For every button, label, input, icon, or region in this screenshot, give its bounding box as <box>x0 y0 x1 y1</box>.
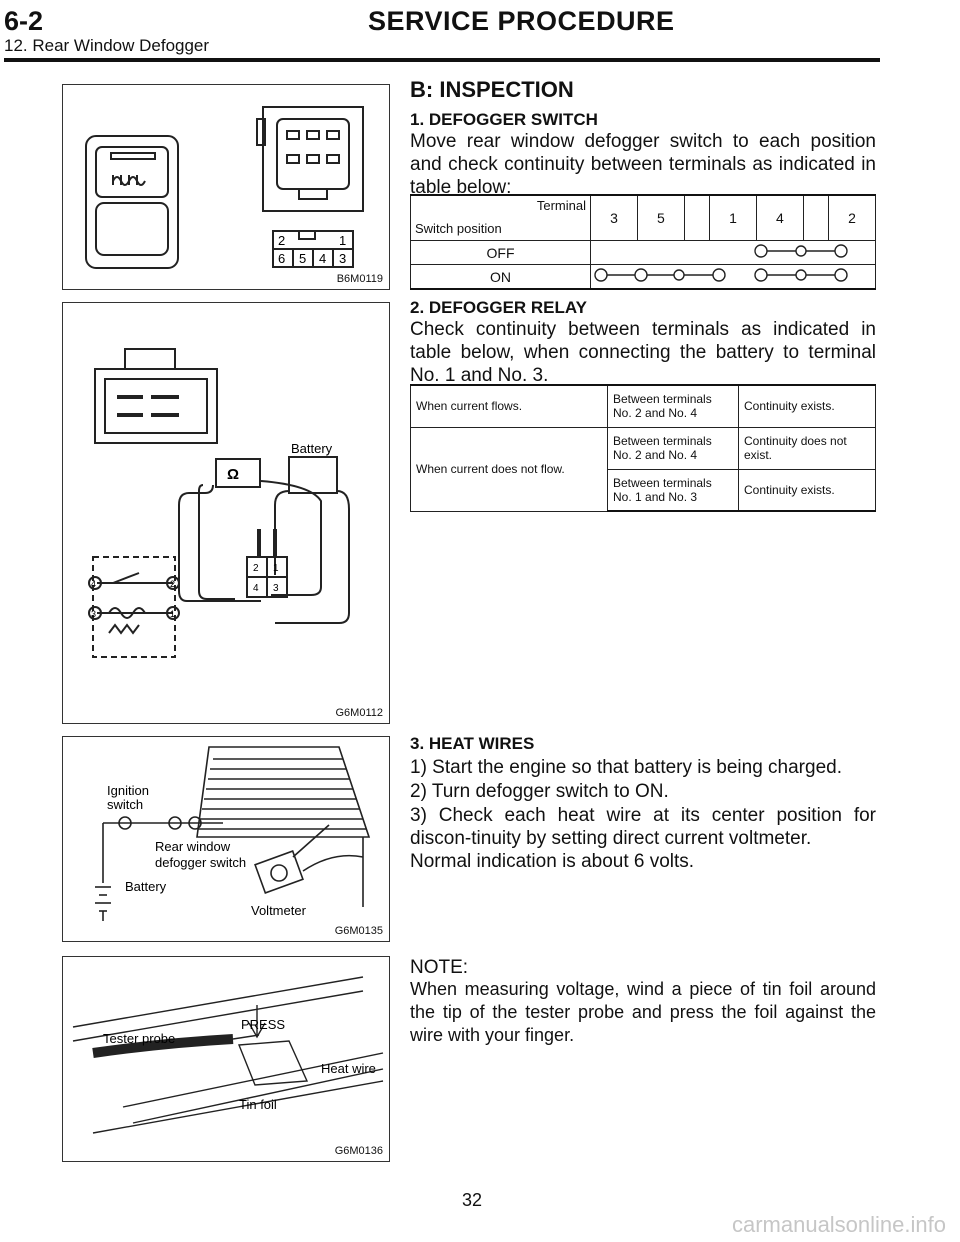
connector-term-4: 4 <box>253 583 259 594</box>
table-row <box>411 427 876 469</box>
header-rule <box>4 58 880 62</box>
battery-label: Battery <box>125 879 167 894</box>
ignition-switch-label: switch <box>107 797 144 812</box>
figure-tin-foil-probe <box>62 956 390 1162</box>
table-row-on <box>411 265 876 290</box>
relay-instructions: Check continuity between terminals as indicated in table below, when connecting the battery to terminal No. 1 and No. 3. <box>410 319 876 386</box>
figure-label: B6M0119 <box>336 273 383 285</box>
connector-terminal-6: 6 <box>278 251 286 266</box>
heat-step-2: 2) Turn defogger switch to ON. <box>410 781 669 802</box>
section-title: SERVICE PROCEDURE <box>368 6 675 36</box>
press-label: PRESS <box>241 1017 286 1032</box>
figure-switch-connector <box>62 84 390 290</box>
note-label: NOTE: <box>410 957 469 978</box>
relay-terminal-1: 1 <box>170 609 176 619</box>
heat-wire-check-drawing <box>63 737 389 941</box>
tin-foil-probe-drawing <box>63 957 389 1161</box>
relay-terminal-2: 2 <box>170 579 176 589</box>
terminal-col <box>803 195 828 241</box>
figure-label: G6M0112 <box>335 707 383 719</box>
relay-terminal-3: 3 <box>91 609 97 619</box>
rear-window-label: Rear window <box>155 839 231 854</box>
relay-terminal-4: 4 <box>91 579 97 589</box>
page-number: 32 <box>462 1190 483 1210</box>
terminal-col <box>684 195 709 241</box>
terminal-col: 3 <box>591 195 638 241</box>
tester-probe-label: Tester probe <box>103 1031 176 1046</box>
relay-condition: When current does not flow. <box>411 427 608 511</box>
battery-label: Battery <box>291 441 333 456</box>
connector-terminal-5: 5 <box>299 251 307 266</box>
connector-terminal-1: 1 <box>339 233 347 248</box>
relay-continuity-table <box>410 384 876 512</box>
heat-normal-indication: Normal indication is about 6 volts. <box>410 851 695 872</box>
figure-label: G6M0136 <box>334 1145 383 1157</box>
voltmeter-label: Voltmeter <box>251 903 306 918</box>
relay-result: Continuity exists. <box>739 385 876 427</box>
terminal-header: Terminal <box>536 198 586 213</box>
header-diagonal-cell <box>411 195 591 241</box>
connector-terminal-3: 3 <box>339 251 347 266</box>
connector-term-2: 2 <box>253 563 259 574</box>
position-off: OFF <box>411 241 591 265</box>
figure-label: G6M0135 <box>334 925 383 937</box>
table-row <box>411 385 876 427</box>
continuity-off <box>591 241 876 265</box>
heat-step-3: 3) Check each heat wire at its center position for discon-tinuity by setting direct current voltmeter. <box>410 805 876 849</box>
figure-relay-test <box>62 302 390 724</box>
relay-terminals: Between terminals No. 1 and No. 3 <box>608 469 739 511</box>
relay-terminals: Between terminals No. 2 and No. 4 <box>608 427 739 469</box>
defogger-switch-label: defogger switch <box>155 855 247 870</box>
terminal-col: 5 <box>637 195 684 241</box>
continuity-off-diagram <box>591 241 875 261</box>
sub-title: 12. Rear Window Defogger <box>4 36 210 55</box>
continuity-on <box>591 265 876 290</box>
switch-heading: 1. DEFOGGER SWITCH <box>410 110 598 129</box>
tin-foil-label: Tin foil <box>239 1097 277 1112</box>
section-number: 6-2 <box>4 6 44 36</box>
heat-wire-label: Heat wire <box>321 1061 376 1076</box>
relay-result: Continuity exists. <box>739 469 876 511</box>
connector-term-3: 3 <box>273 583 279 594</box>
relay-heading: 2. DEFOGGER RELAY <box>410 298 587 317</box>
ohm-symbol: Ω <box>227 466 240 483</box>
table-header-row <box>411 195 876 241</box>
switch-connector-drawing <box>63 85 389 289</box>
position-on: ON <box>411 265 591 290</box>
relay-terminals: Between terminals No. 2 and No. 4 <box>608 385 739 427</box>
connector-terminal-4: 4 <box>319 251 327 266</box>
connector-term-1: 1 <box>273 563 279 574</box>
terminal-col: 4 <box>756 195 803 241</box>
heat-step-1: 1) Start the engine so that battery is being charged. <box>410 757 842 778</box>
note-text: When measuring voltage, wind a piece of tin foil around the tip of the tester probe and press the foil against the wire with your finger. <box>410 979 876 1045</box>
connector-terminal-2: 2 <box>278 233 286 248</box>
watermark: carmanualsonline.info <box>731 1212 946 1237</box>
relay-condition: When current flows. <box>411 385 608 427</box>
relay-result: Continuity does not exist. <box>739 427 876 469</box>
relay-test-drawing <box>63 303 389 723</box>
switch-continuity-table <box>410 194 876 290</box>
heat-wires-heading: 3. HEAT WIRES <box>410 734 535 753</box>
ignition-label: Ignition <box>107 783 149 798</box>
terminal-col: 1 <box>710 195 757 241</box>
inspection-title: B: INSPECTION <box>410 77 574 102</box>
continuity-on-diagram <box>591 265 875 285</box>
terminal-col: 2 <box>829 195 876 241</box>
table-row-off <box>411 241 876 265</box>
switch-instructions: Move rear window defogger switch to each position and check continuity between terminals as indicated in table below: <box>410 131 876 198</box>
figure-heat-wire-check <box>62 736 390 942</box>
switch-position-header: Switch position <box>415 221 502 236</box>
